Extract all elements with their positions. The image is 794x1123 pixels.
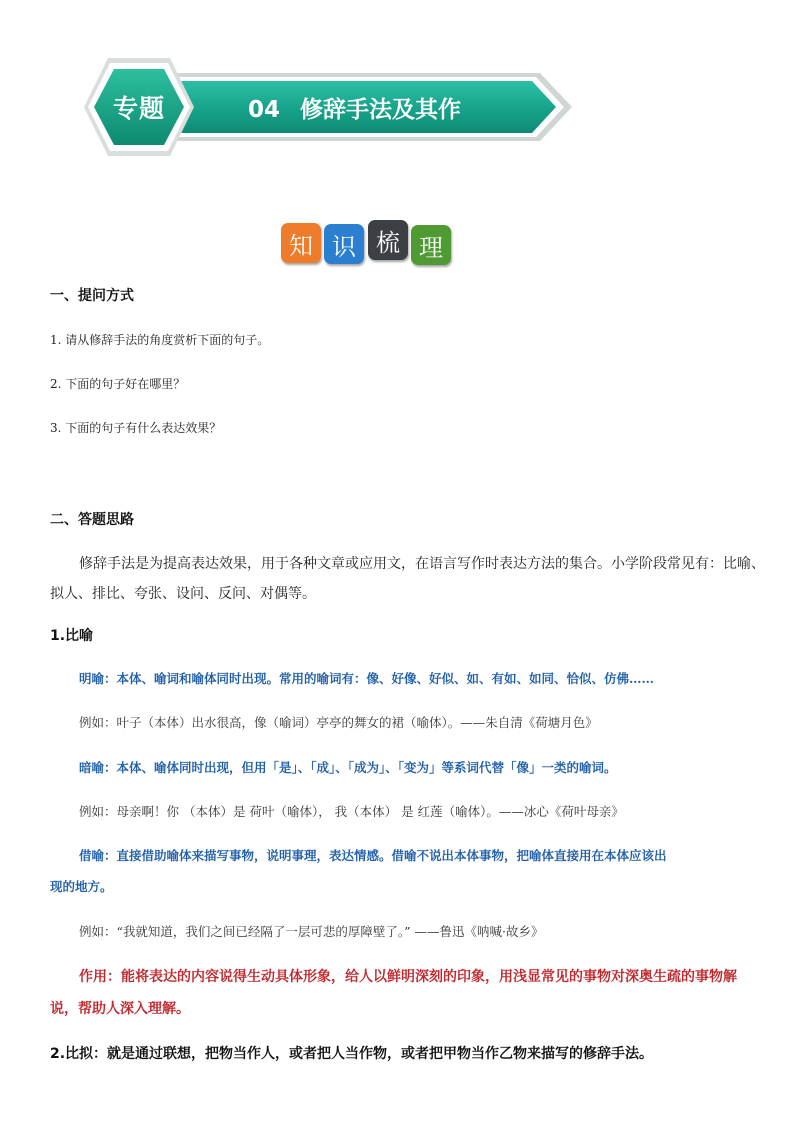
topic-banner: [78, 55, 578, 160]
knowledge-review-tiles: [280, 222, 455, 266]
section2-heading: 二、答题思路: [50, 512, 134, 528]
intro-line-1: 修辞手法是为提高表达效果，用于各种文章或应用文，在语言写作时表达方法的集合。小学阶段常见有：比喻、: [79, 556, 765, 572]
section1-heading: 一、提问方式: [50, 288, 134, 304]
personification-heading: 2.比拟：就是通过联想，把物当作人，或者把人当作物，或者把甲物当作乙物来描写的修辞手法。: [50, 1046, 654, 1062]
metaphor-heading: 1.比喻: [50, 628, 94, 644]
banner-title-text: 修辞手法及其作: [300, 97, 462, 123]
banner-title: [248, 91, 498, 124]
banner-number: 04: [248, 97, 281, 123]
tile-3: 梳: [368, 220, 408, 260]
intro-line-2: 拟人、排比、夸张、设问、反问、对偶等。: [50, 586, 316, 602]
effect-line-1: 作用：能将表达的内容说得生动具体形象，给人以鲜明深刻的印象，用浅显常见的事物对深奥生疏的事物解: [79, 969, 737, 985]
implicit-metaphor-definition: 暗喻：本体、喻体同时出现，但用「是」、「成」、「成为」、「变为」等系词代替「像」一类的喻词。: [79, 760, 617, 775]
question-2: 2. 下面的句子好在哪里？: [50, 377, 186, 391]
borrowed-metaphor-example: 例如：“我就知道，我们之间已经隔了一层可悲的厚障壁了。” ——鲁迅《呐喊·故乡》: [79, 924, 544, 939]
tile-4: 理: [411, 225, 451, 265]
implicit-metaphor-example: 例如：母亲啊！你 （本体）是 荷叶（喻体）， 我（本体） 是 红莲（喻体）。——冰心《荷叶母亲》: [79, 804, 624, 819]
tile-2: 识: [324, 224, 364, 264]
effect-line-2: 说，帮助人深入理解。: [50, 1001, 190, 1017]
tile-1: 知: [281, 223, 321, 263]
borrowed-metaphor-definition-2: 现的地方。: [50, 879, 113, 894]
borrowed-metaphor-definition-1: 借喻：直接借助喻体来描写事物，说明事理，表达情感。借喻不说出本体事物，把喻体直接用在本体应该出: [79, 848, 667, 863]
simile-definition: 明喻：本体、喻词和喻体同时出现。常用的喻词有：像、好像、好似、如、有如、如同、恰似、仿佛……: [79, 671, 655, 686]
question-1: 1. 请从修辞手法的角度赏析下面的句子。: [50, 333, 270, 347]
question-3: 3. 下面的句子有什么表达效果？: [50, 421, 222, 435]
banner-label: 专题: [112, 94, 165, 123]
simile-example: 例如：叶子（本体）出水很高，像（喻词）亭亭的舞女的裙（喻体）。——朱自清《荷塘月色》: [79, 715, 598, 730]
